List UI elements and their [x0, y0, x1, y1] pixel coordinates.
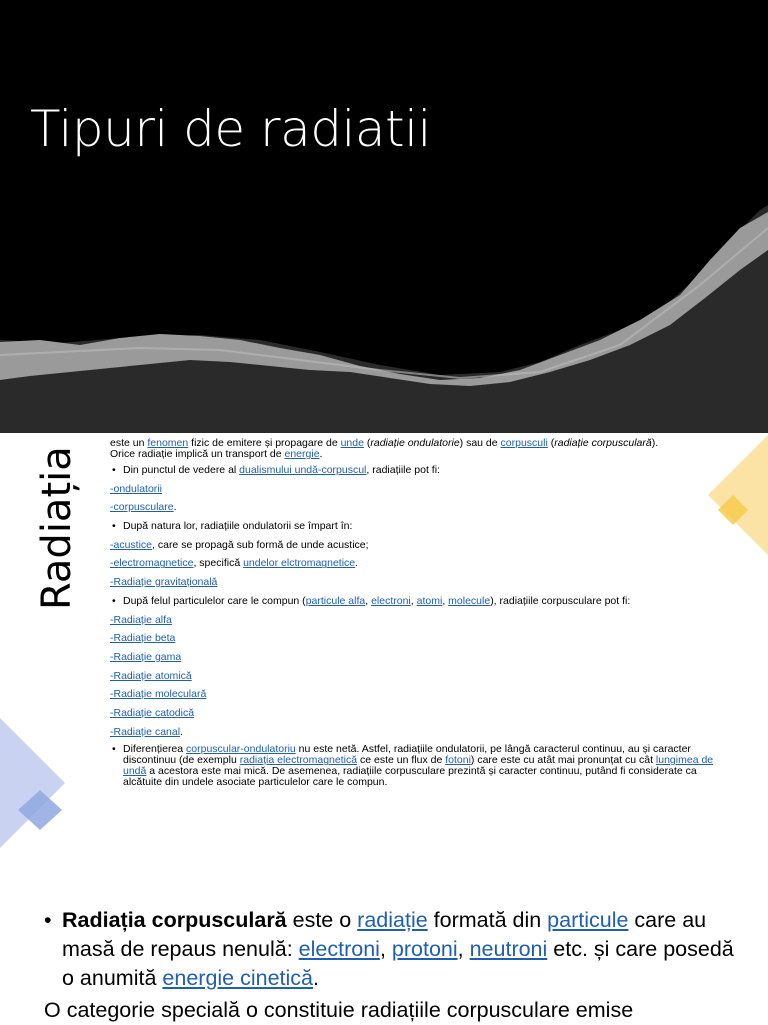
link-radiatie-catodica[interactable]: -Radiație catodică: [110, 706, 195, 719]
text: care au masă de repaus nenulă:: [62, 908, 707, 961]
italic-text: radiație corpusculară: [554, 437, 652, 449]
text: ), radiațiile corpusculare pot fi:: [490, 594, 631, 607]
text: Orice radiație implică un transport de: [110, 448, 285, 460]
bullet-natura: • După natura lor, radiațiile ondulatorii se împart în:: [110, 520, 735, 533]
text: După felul particulelor care le compun (: [123, 594, 306, 607]
text: a acestora este mai mică. De asemenea, radiațiile corpusculare prezintă și caracter continuu, putând fi considerate ca alcătuite din undele asociate particulelor care le compun.: [123, 765, 697, 789]
link-neutroni[interactable]: neutroni: [469, 937, 548, 961]
section-title: Radiația: [34, 446, 80, 610]
link-molecule[interactable]: molecule: [448, 594, 491, 607]
text: ce este un flux de: [357, 754, 446, 767]
link-unde[interactable]: unde: [340, 437, 364, 449]
link-lungimea-de-unda[interactable]: lungimea de undă: [123, 754, 714, 778]
text: , care se propagă sub formă de unde acustice;: [152, 538, 369, 551]
link-acustice[interactable]: -acustice: [110, 538, 153, 551]
mountain-landscape-image: [0, 0, 768, 433]
title-banner: [0, 0, 768, 433]
link-electromagnetice[interactable]: -electromagnetice: [110, 557, 194, 570]
text: ,: [410, 594, 417, 607]
list-item: [110, 707, 735, 720]
link-fenomen[interactable]: fenomen: [147, 437, 189, 449]
bullet-diferentiere: [110, 744, 735, 788]
text: Diferențierea: [123, 743, 187, 756]
link-electroni-bottom[interactable]: electroni: [298, 937, 380, 961]
text: este un: [110, 437, 148, 449]
text: .: [313, 966, 319, 990]
text: .: [180, 725, 183, 738]
link-fotoni[interactable]: fotoni: [445, 754, 471, 767]
text: Din punctul de vedere al: [123, 464, 240, 476]
link-corpusculi[interactable]: corpusculi: [500, 437, 548, 449]
bullet-particule: [110, 595, 735, 608]
text: ) sau de: [459, 437, 501, 449]
text: ,: [379, 937, 392, 961]
link-unde-electromagnetice[interactable]: undelor elctromagnetice: [243, 557, 356, 570]
content-body: [110, 438, 735, 794]
link-ondulatorii[interactable]: -ondulatorii: [110, 482, 162, 495]
link-radiatie-moleculara[interactable]: -Radiație moleculară: [110, 688, 207, 701]
link-energie[interactable]: energie: [284, 448, 320, 460]
bottom-section: [44, 906, 744, 1025]
text: .: [319, 448, 323, 460]
link-energie-cinetica[interactable]: energie cinetică: [162, 966, 314, 990]
text: ) care este cu atât mai pronunțat cu cât: [470, 754, 656, 767]
link-atomi[interactable]: atomi: [416, 594, 443, 607]
list-item: [110, 576, 735, 589]
link-corpuscular-ondulatoriu[interactable]: corpuscular-ondulatoriu: [186, 743, 296, 756]
text: nu este netă. Astfel, radiațiile ondulatorii, pe lângă caracterul continuu, au și caracter discontinuu (de exemplu: [123, 743, 691, 767]
text: , specifică: [193, 557, 244, 570]
text: ,: [457, 937, 470, 961]
link-radiatie-canal[interactable]: -Radiație canal: [110, 725, 181, 738]
bold-text: Radiația corpusculară: [62, 908, 287, 932]
text: .: [173, 501, 177, 514]
text: .: [355, 557, 359, 570]
link-radiatie-atomica[interactable]: -Radiație atomică: [110, 669, 192, 682]
italic-text: radiație ondulatorie: [370, 437, 460, 449]
text: (: [363, 437, 371, 449]
link-radiatie-gama[interactable]: -Radiație gama: [110, 650, 182, 663]
link-radiatie-beta[interactable]: -Radiație beta: [110, 632, 176, 645]
list-item: [110, 651, 735, 664]
category-text: O categorie specială o constituie radiațiile corpusculare emise: [44, 998, 634, 1022]
link-radiatie[interactable]: radiație: [357, 908, 428, 932]
list-item: [110, 539, 735, 552]
text: ).: [651, 437, 659, 449]
intro-paragraph: [110, 438, 735, 460]
text: ,: [365, 594, 372, 607]
bullet-dualism: [110, 464, 735, 477]
text: este o: [286, 908, 358, 932]
link-radiatie-gravitationala[interactable]: -Radiație gravitațională: [110, 576, 218, 589]
text: (: [547, 437, 555, 449]
list-item: [110, 501, 735, 514]
text: etc. și care posedă o anumită: [62, 937, 734, 990]
link-corpusculare[interactable]: -corpusculare: [110, 501, 174, 514]
list-item: [110, 483, 735, 496]
text: ,: [442, 594, 449, 607]
list-item: [110, 670, 735, 683]
list-item: [110, 632, 735, 645]
link-dualism[interactable]: dualismului undă-corpuscul: [239, 464, 367, 476]
link-electroni[interactable]: electroni: [371, 594, 411, 607]
text: formată din: [427, 908, 548, 932]
list-item: [110, 557, 735, 570]
text: fizic de emitere și propagare de: [188, 437, 341, 449]
blue-diamond-decoration: [0, 718, 70, 858]
slide-title: Tipuri de radiatii: [30, 100, 431, 158]
link-radiatie-alfa[interactable]: -Radiație alfa: [110, 613, 172, 626]
text: , radiațiile pot fi:: [366, 464, 440, 476]
bullet-radiatia-corpusculara: [44, 906, 744, 993]
list-item: [110, 688, 735, 701]
link-particule[interactable]: particule: [547, 908, 629, 932]
list-item: [110, 726, 735, 739]
list-item: [110, 614, 735, 627]
link-radiatia-electromagnetica[interactable]: radiația electromagnetică: [239, 754, 358, 767]
link-particule-alfa[interactable]: particule alfa: [305, 594, 366, 607]
link-protoni[interactable]: protoni: [391, 937, 458, 961]
